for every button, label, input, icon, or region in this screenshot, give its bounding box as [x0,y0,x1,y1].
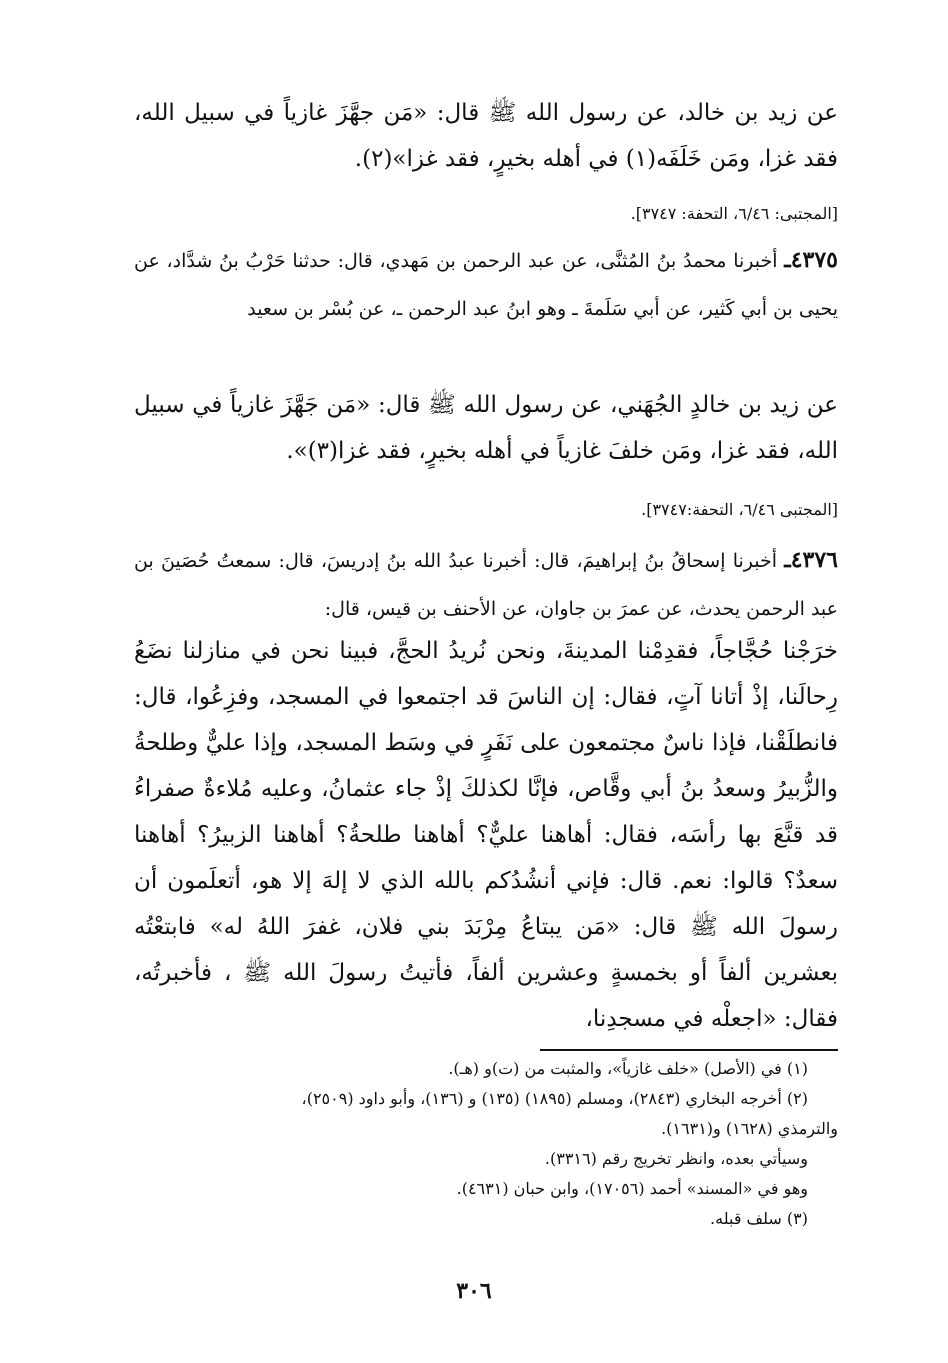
hadith-reference-2: [المجتبى ٦/٤٦، التحفة:٣٧٤٧]. [641,500,838,519]
footnote-2-note: وسيأتي بعده، وانظر تخريج رقم (٣٣١٦). [544,1149,808,1168]
hadith-4375 [134,236,838,333]
footnote-2: (٢) أخرجه البخاري (٢٨٤٣)، ومسلم (١٨٩٥) (١٣٥) و (١٣٦)، وأبو داود (٢٥٠٩)، [301,1089,808,1108]
hadith-reference-1: [المجتبى: ٦/٤٦، التحفة: ٣٧٤٧]. [630,204,838,223]
hadith-isnad-4375: أخبرنا محمدُ بنُ المُثنَّى، عن عبد الرحمن بن مَهدي، قال: حدثنا حَرْبُ بنُ شدَّاد، عن يحيى بن أبي كَثير، عن أبي سَلَمةَ ـ وهو ابنُ عبد الرحمن ـ، عن بُسْر بن سعيد [134,250,838,320]
footnote-2-continued: والترمذي (١٦٢٨) و(١٦٣١). [661,1119,838,1138]
hadith-text-block-2: عن زيد بن خالدٍ الجُهَني، عن رسول الله ﷺ قال: «مَن جَهَّزَ غازياً في سبيل الله، فقد غزا، ومَن خلفَ غازياً في أهله بخيرٍ، فقد غزا(٣)». [134,392,838,464]
footnote-separator [540,1049,838,1051]
hadith-number-4375: ٤٣٧٥ـ [784,247,838,273]
hadith-isnad-4376: أخبرنا إسحاقُ بنُ إبراهيمَ، قال: أخبرنا عبدُ الله بنُ إدريسَ، قال: سمعتُ حُصَينَ بن عبد الرحمن يحدث، عن عمرَ بن جاوان، عن الأحنف بن قيس، قال: [134,550,838,620]
footnotes [134,1054,838,1234]
hadith-text-block-3: خرَجْنا حُجَّاجاً، فقدِمْنا المدينةَ، ونحن نُريدُ الحجَّ، فبينا نحن في منازلنا نضَعُ رِحالَنا، إذْ أتانا آتٍ، فقال: إن الناسَ قد اجتمعوا في المسجد، وفزِعُوا، قال: فانطلَقْنا، فإذا ناسٌ مجتمعون على نَفَرٍ في وسَط المسجد، وإذا عليٌّ وطلحةُ والزُّبيرُ وسعدُ بنُ أبي وقَّاص، فإنَّا لكذلكَ إذْ جاء عثمانُ، وعليه مُلاءةٌ صفراءُ قد قنَّعَ بها رأسَه، فقال: أهاهنا عليٌّ؟ أهاهنا طلحةُ؟ أهاهنا الزبيرُ؟ أهاهنا سعدٌ؟ قالوا: نعم. قال: فإني أنشُدُكم بالله الذي لا إلهَ إلا هو، أتعلَمون أن رسولَ الله ﷺ قال: «مَن يبتاعُ مِرْبَدَ بني فلان، غفرَ اللهُ له» فابتعْتُه بعشرين ألفاً أو بخمسةٍ وعشرين ألفاً، فأتيتُ رسولَ الله ﷺ ، فأخبرتُه، فقال: «اجعلْه في مسجدِنا، [134,638,838,1032]
hadith-4376 [134,536,838,633]
hadith-number-4376: ٤٣٧٦ـ [784,547,838,573]
page-number: ٣٠٦ [456,1278,492,1304]
footnote-1: (١) في (الأصل) «خلف غازياً»، والمثبت من (ت)و (هـ). [448,1059,808,1078]
footnote-2-note-2: وهو في «المسند» أحمد (١٧٠٥٦)، وابن حبان (٤٦٣١). [456,1179,808,1198]
hadith-text-block-1: عن زيد بن خالد، عن رسول الله ﷺ قال: «مَن جهَّزَ غازياً في سبيل الله، فقد غزا، ومَن خَلَفَه(١) في أهله بخيرٍ، فقد غزا»(٢). [134,100,838,172]
footnote-3: (٣) سلف قبله. [710,1209,808,1228]
